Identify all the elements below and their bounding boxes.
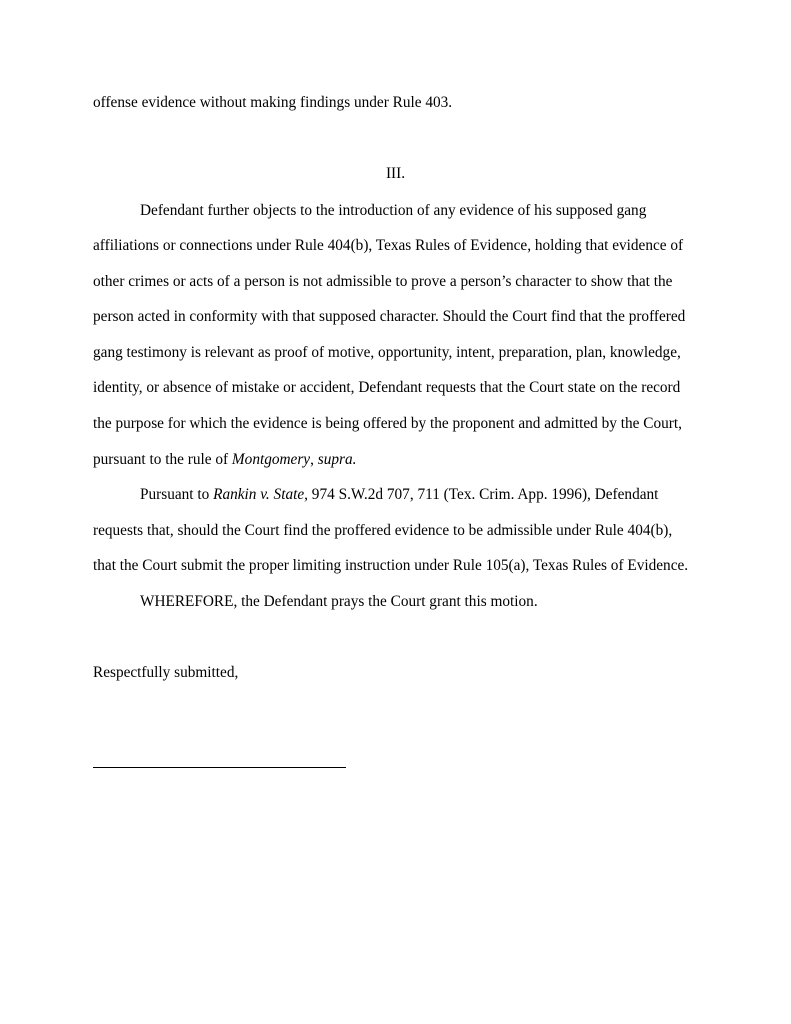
case-citation: Rankin v. State,: [213, 486, 308, 503]
text-fragment: 974 S.W.2d 707, 711 (Tex. Crim. App. 1996), Defendant: [307, 486, 659, 503]
case-citation: Montgomery: [231, 451, 311, 468]
supra-citation: supra.: [317, 451, 357, 468]
prayer-paragraph: WHEREFORE, the Defendant prays the Court grant this motion.: [140, 593, 538, 610]
signature-line: [93, 767, 346, 768]
paragraph-line: the purpose for which the evidence is being offered by the proponent and admitted by the Court,: [93, 415, 682, 432]
paragraph-line: person acted in conformity with that supposed character. Should the Court find that the proffered: [93, 308, 686, 325]
paragraph-line: identity, or absence of mistake or accident, Defendant requests that the Court state on the record: [93, 379, 681, 396]
paragraph-line: gang testimony is relevant as proof of motive, opportunity, intent, preparation, plan, knowledge,: [93, 344, 681, 361]
text-fragment: Pursuant to: [140, 486, 214, 503]
paragraph-line: [140, 486, 658, 504]
paragraph-line: Defendant further objects to the introduction of any evidence of his supposed gang: [140, 202, 647, 219]
closing-salutation: Respectfully submitted,: [93, 664, 239, 681]
paragraph-line: affiliations or connections under Rule 404(b), Texas Rules of Evidence, holding that evidence of: [93, 237, 684, 254]
paragraph-line: that the Court submit the proper limiting instruction under Rule 105(a), Texas Rules of Evidence.: [93, 557, 689, 574]
text-fragment: ,: [310, 451, 318, 468]
text-fragment: pursuant to the rule of: [93, 451, 232, 468]
paragraph-line: other crimes or acts of a person is not admissible to prove a person’s character to show that the: [93, 273, 673, 290]
paragraph-line: requests that, should the Court find the proffered evidence to be admissible under Rule 404(b),: [93, 522, 673, 539]
section-heading: III.: [385, 165, 406, 182]
continuation-line: offense evidence without making findings under Rule 403.: [93, 94, 453, 111]
paragraph-line-last: [93, 451, 356, 469]
